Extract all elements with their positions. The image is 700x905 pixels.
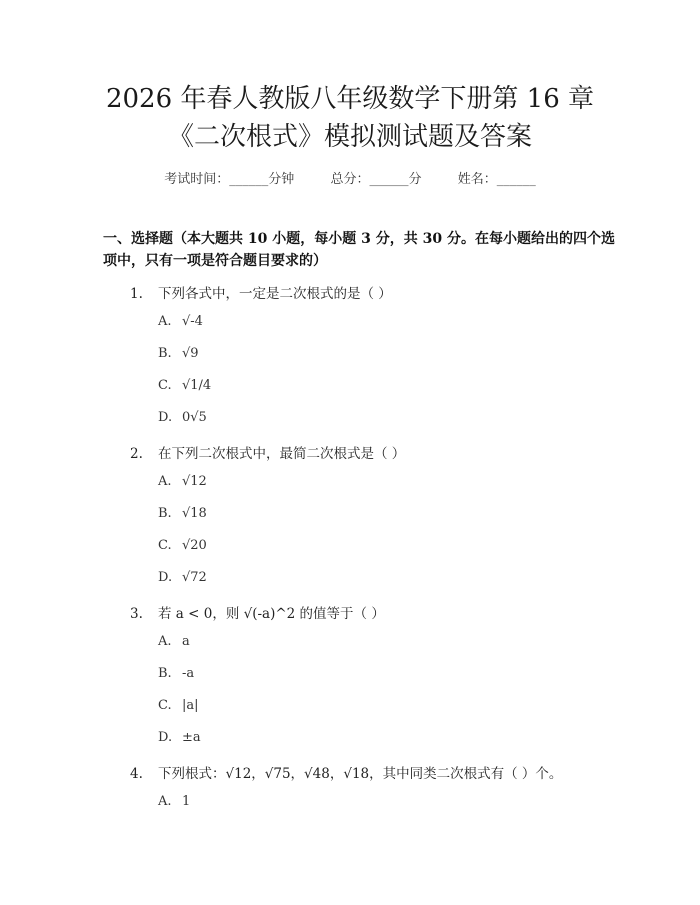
option-letter: B. bbox=[158, 346, 172, 361]
option-letter: A. bbox=[158, 474, 172, 489]
option-letter: A. bbox=[158, 634, 172, 649]
section-heading-line-1: 一、选择题（本大题共 10 小题，每小题 3 分，共 30 分。在每小题给出的四个选 bbox=[103, 231, 615, 247]
question-4 bbox=[130, 762, 562, 782]
question-2-option-a bbox=[158, 474, 207, 489]
name-field: 姓名：______ bbox=[457, 172, 536, 187]
option-letter: A. bbox=[158, 314, 172, 329]
option-letter: D. bbox=[158, 410, 173, 425]
question-number: 3. bbox=[130, 606, 143, 622]
total-score-field: 总分：______分 bbox=[330, 172, 422, 187]
option-letter: C. bbox=[158, 378, 172, 393]
option-text: √18 bbox=[182, 506, 207, 521]
question-number: 2. bbox=[130, 446, 143, 462]
option-letter: C. bbox=[158, 698, 172, 713]
option-text: -a bbox=[182, 666, 195, 681]
option-text: a bbox=[182, 634, 190, 649]
question-1-option-a bbox=[158, 314, 203, 329]
option-text: 0√5 bbox=[182, 410, 207, 425]
question-3-option-a bbox=[158, 634, 190, 649]
option-letter: B. bbox=[158, 506, 172, 521]
section-heading-line-2: 项中，只有一项是符合题目要求的） bbox=[103, 253, 327, 269]
option-text: √72 bbox=[182, 570, 207, 585]
option-letter: B. bbox=[158, 666, 172, 681]
question-2-option-d bbox=[158, 570, 207, 585]
page-title-line-1: 2026 年春人教版八年级数学下册第 16 章 bbox=[105, 84, 595, 114]
option-text: √1/4 bbox=[182, 378, 212, 393]
question-text: 下列根式：√12，√75，√48，√18，其中同类二次根式有（ ）个。 bbox=[158, 766, 563, 782]
question-3-option-d bbox=[158, 730, 201, 745]
option-letter: D. bbox=[158, 570, 173, 585]
question-number: 4. bbox=[130, 766, 143, 782]
option-text: √-4 bbox=[182, 314, 203, 329]
question-2-option-c bbox=[158, 538, 207, 553]
question-text: 下列各式中，一定是二次根式的是（ ） bbox=[158, 286, 392, 302]
option-text: √9 bbox=[182, 346, 199, 361]
question-4-option-a bbox=[158, 794, 190, 809]
option-letter: D. bbox=[158, 730, 173, 745]
option-text: √20 bbox=[182, 538, 207, 553]
question-3 bbox=[130, 602, 385, 622]
option-text: 1 bbox=[182, 794, 191, 809]
question-1 bbox=[130, 282, 392, 302]
question-number: 1. bbox=[130, 286, 143, 302]
question-text: 若 a < 0，则 √(-a)^2 的值等于（ ） bbox=[158, 606, 385, 622]
option-letter: A. bbox=[158, 794, 172, 809]
question-3-option-b bbox=[158, 666, 194, 681]
question-2-option-b bbox=[158, 506, 207, 521]
option-text: √12 bbox=[182, 474, 207, 489]
question-3-option-c bbox=[158, 698, 199, 713]
question-2 bbox=[130, 442, 405, 462]
question-1-option-d bbox=[158, 410, 207, 425]
option-text: |a| bbox=[182, 698, 199, 713]
exam-meta bbox=[0, 168, 700, 187]
page-title-line-2: 《二次根式》模拟测试题及答案 bbox=[167, 122, 532, 152]
exam-time-field: 考试时间：______分钟 bbox=[164, 172, 295, 187]
option-letter: C. bbox=[158, 538, 172, 553]
option-text: ±a bbox=[182, 730, 201, 745]
question-1-option-b bbox=[158, 346, 199, 361]
question-1-option-c bbox=[158, 378, 211, 393]
question-text: 在下列二次根式中，最简二次根式是（ ） bbox=[158, 446, 406, 462]
